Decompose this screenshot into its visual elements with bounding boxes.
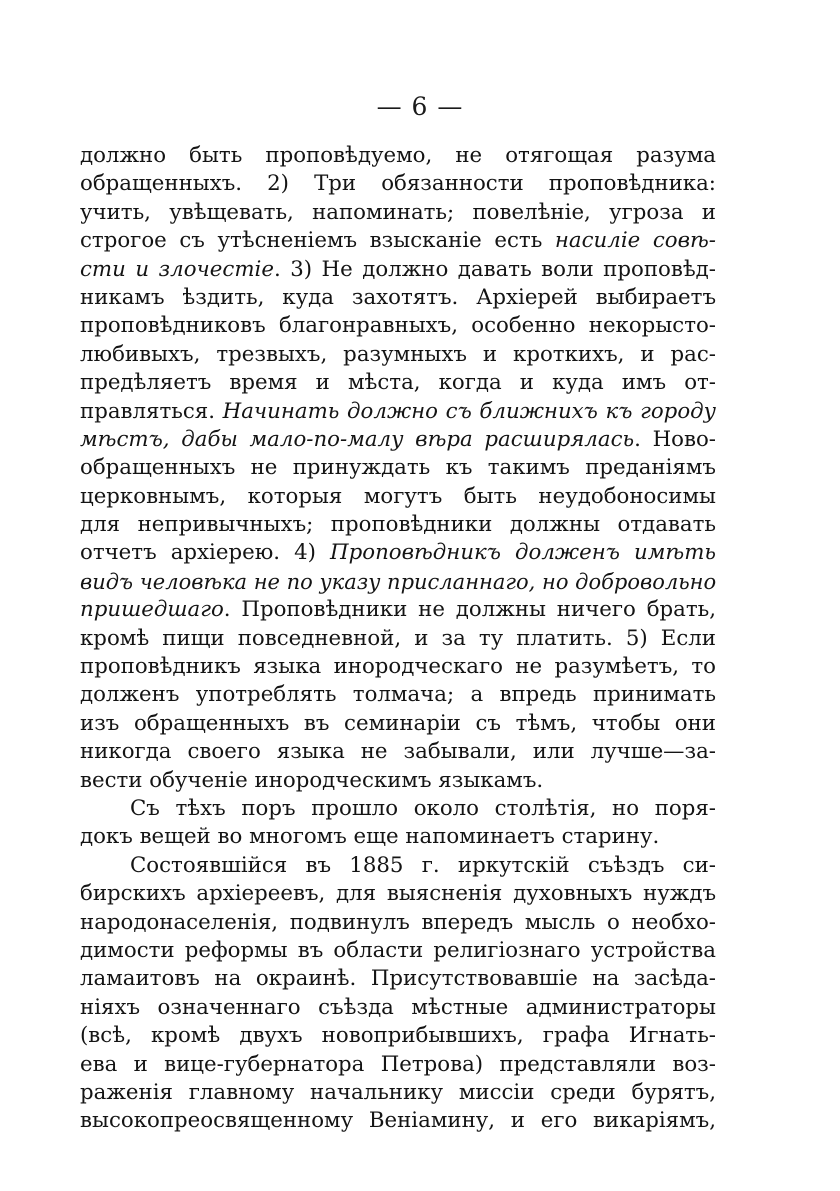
italic-text: Начинать должно съ ближнихъ къ городу [222,398,716,424]
italic-text: Проповѣдникъ долженъ имѣть [330,540,716,566]
text-line: церковнымъ, которыя могутъ быть неудобоносимы [80,483,716,509]
text-line: ева и вице-губернатора Петрова) представляли воз- [80,1051,716,1077]
text-line: пришедшаго. Проповѣдники не должны ничего брать, [80,597,716,623]
text-line: отчетъ архіерею. 4) Проповѣдникъ долженъ имѣть [80,540,716,566]
text-line: любивыхъ, трезвыхъ, разумныхъ и кроткихъ, и рас- [80,341,716,367]
text-line: строгое съ утѣсненіемъ взысканіе есть насиліе совѣ- [80,228,716,254]
text-line: предѣляетъ время и мѣста, когда и куда имъ от- [80,370,716,396]
text-line: высокопреосвященному Веніамину, и его викаріямъ, [80,1108,716,1134]
italic-text: сти и злочестіе [80,256,274,282]
text-line: долженъ употреблять толмача; а впредь принимать [80,682,716,708]
text-line: должно быть проповѣдуемо, не отягощая разума [80,143,716,168]
page-number: — 6 — [376,92,464,121]
text-line: изъ обращенныхъ въ семинаріи съ тѣмъ, чтобы они [80,710,716,736]
text-line: димости реформы въ области религіознаго устройства [80,937,716,963]
italic-text: видъ человѣка не по указу присланнаго, но добровольно [80,569,717,594]
text-line: Съ тѣхъ поръ прошло около столѣтія, но поря- [130,795,716,821]
text-line: обращенныхъ. 2) Три обязанности проповѣдника: [80,171,716,197]
italic-text: мѣстъ, дабы мало-по-малу вѣра расширялась [80,426,635,452]
text-line: Состоявшійся въ 1885 г. иркутскій съѣздъ си- [130,852,716,878]
text-line: проповѣдникъ языка инородческаго не разумѣетъ, то [80,654,716,680]
text-line: учить, увѣщевать, напоминать; повелѣніе, угроза и [80,199,716,225]
text-line: ламаитовъ на окраинѣ. Присутствовавшіе на засѣда- [80,966,716,992]
text-line: кромѣ пищи повседневной, и за ту платить. 5) Если [80,625,716,651]
text-line: правляться. Начинать должно съ ближнихъ къ городу [80,398,716,424]
text-line [80,568,716,596]
text-line: народонаселенія, подвинулъ впередъ мысль о необхо- [80,909,716,935]
text-line: вести обученіе инородческимъ языкамъ. [80,767,544,793]
text-line: для непривычныхъ; проповѣдники должны отдавать [80,512,716,538]
text-line: (всѣ, кромѣ двухъ новоприбывшихъ, графа Игнать- [80,1023,716,1049]
text-line: ніяхъ означеннаго съѣзда мѣстные администраторы [80,994,716,1020]
text-line: никогда своего языка не забывали, или лучше—за- [80,739,716,765]
text-line: проповѣдниковъ благонравныхъ, особенно некорысто- [80,313,716,339]
text-line: сти и злочестіе. 3) Не должно давать воли проповѣд- [80,256,716,282]
text-line: докъ вещей во многомъ еще напоминаетъ старину. [80,824,660,850]
italic-text: пришедшаго [80,597,224,623]
text-line: никамъ ѣздить, куда захотятъ. Архіерей выбираетъ [80,284,716,310]
text-line: обращенныхъ не принуждать къ такимъ преданіямъ [80,455,716,481]
text-line: бирскихъ архіереевъ, для выясненія духовныхъ нуждъ [80,881,716,907]
text-line: раженія главному начальнику миссіи среди бурятъ, [80,1079,716,1105]
italic-text: насиліе совѣ- [554,228,716,254]
body-text [80,142,716,1136]
text-line: мѣстъ, дабы мало-по-малу вѣра расширялась. Ново- [80,426,716,452]
